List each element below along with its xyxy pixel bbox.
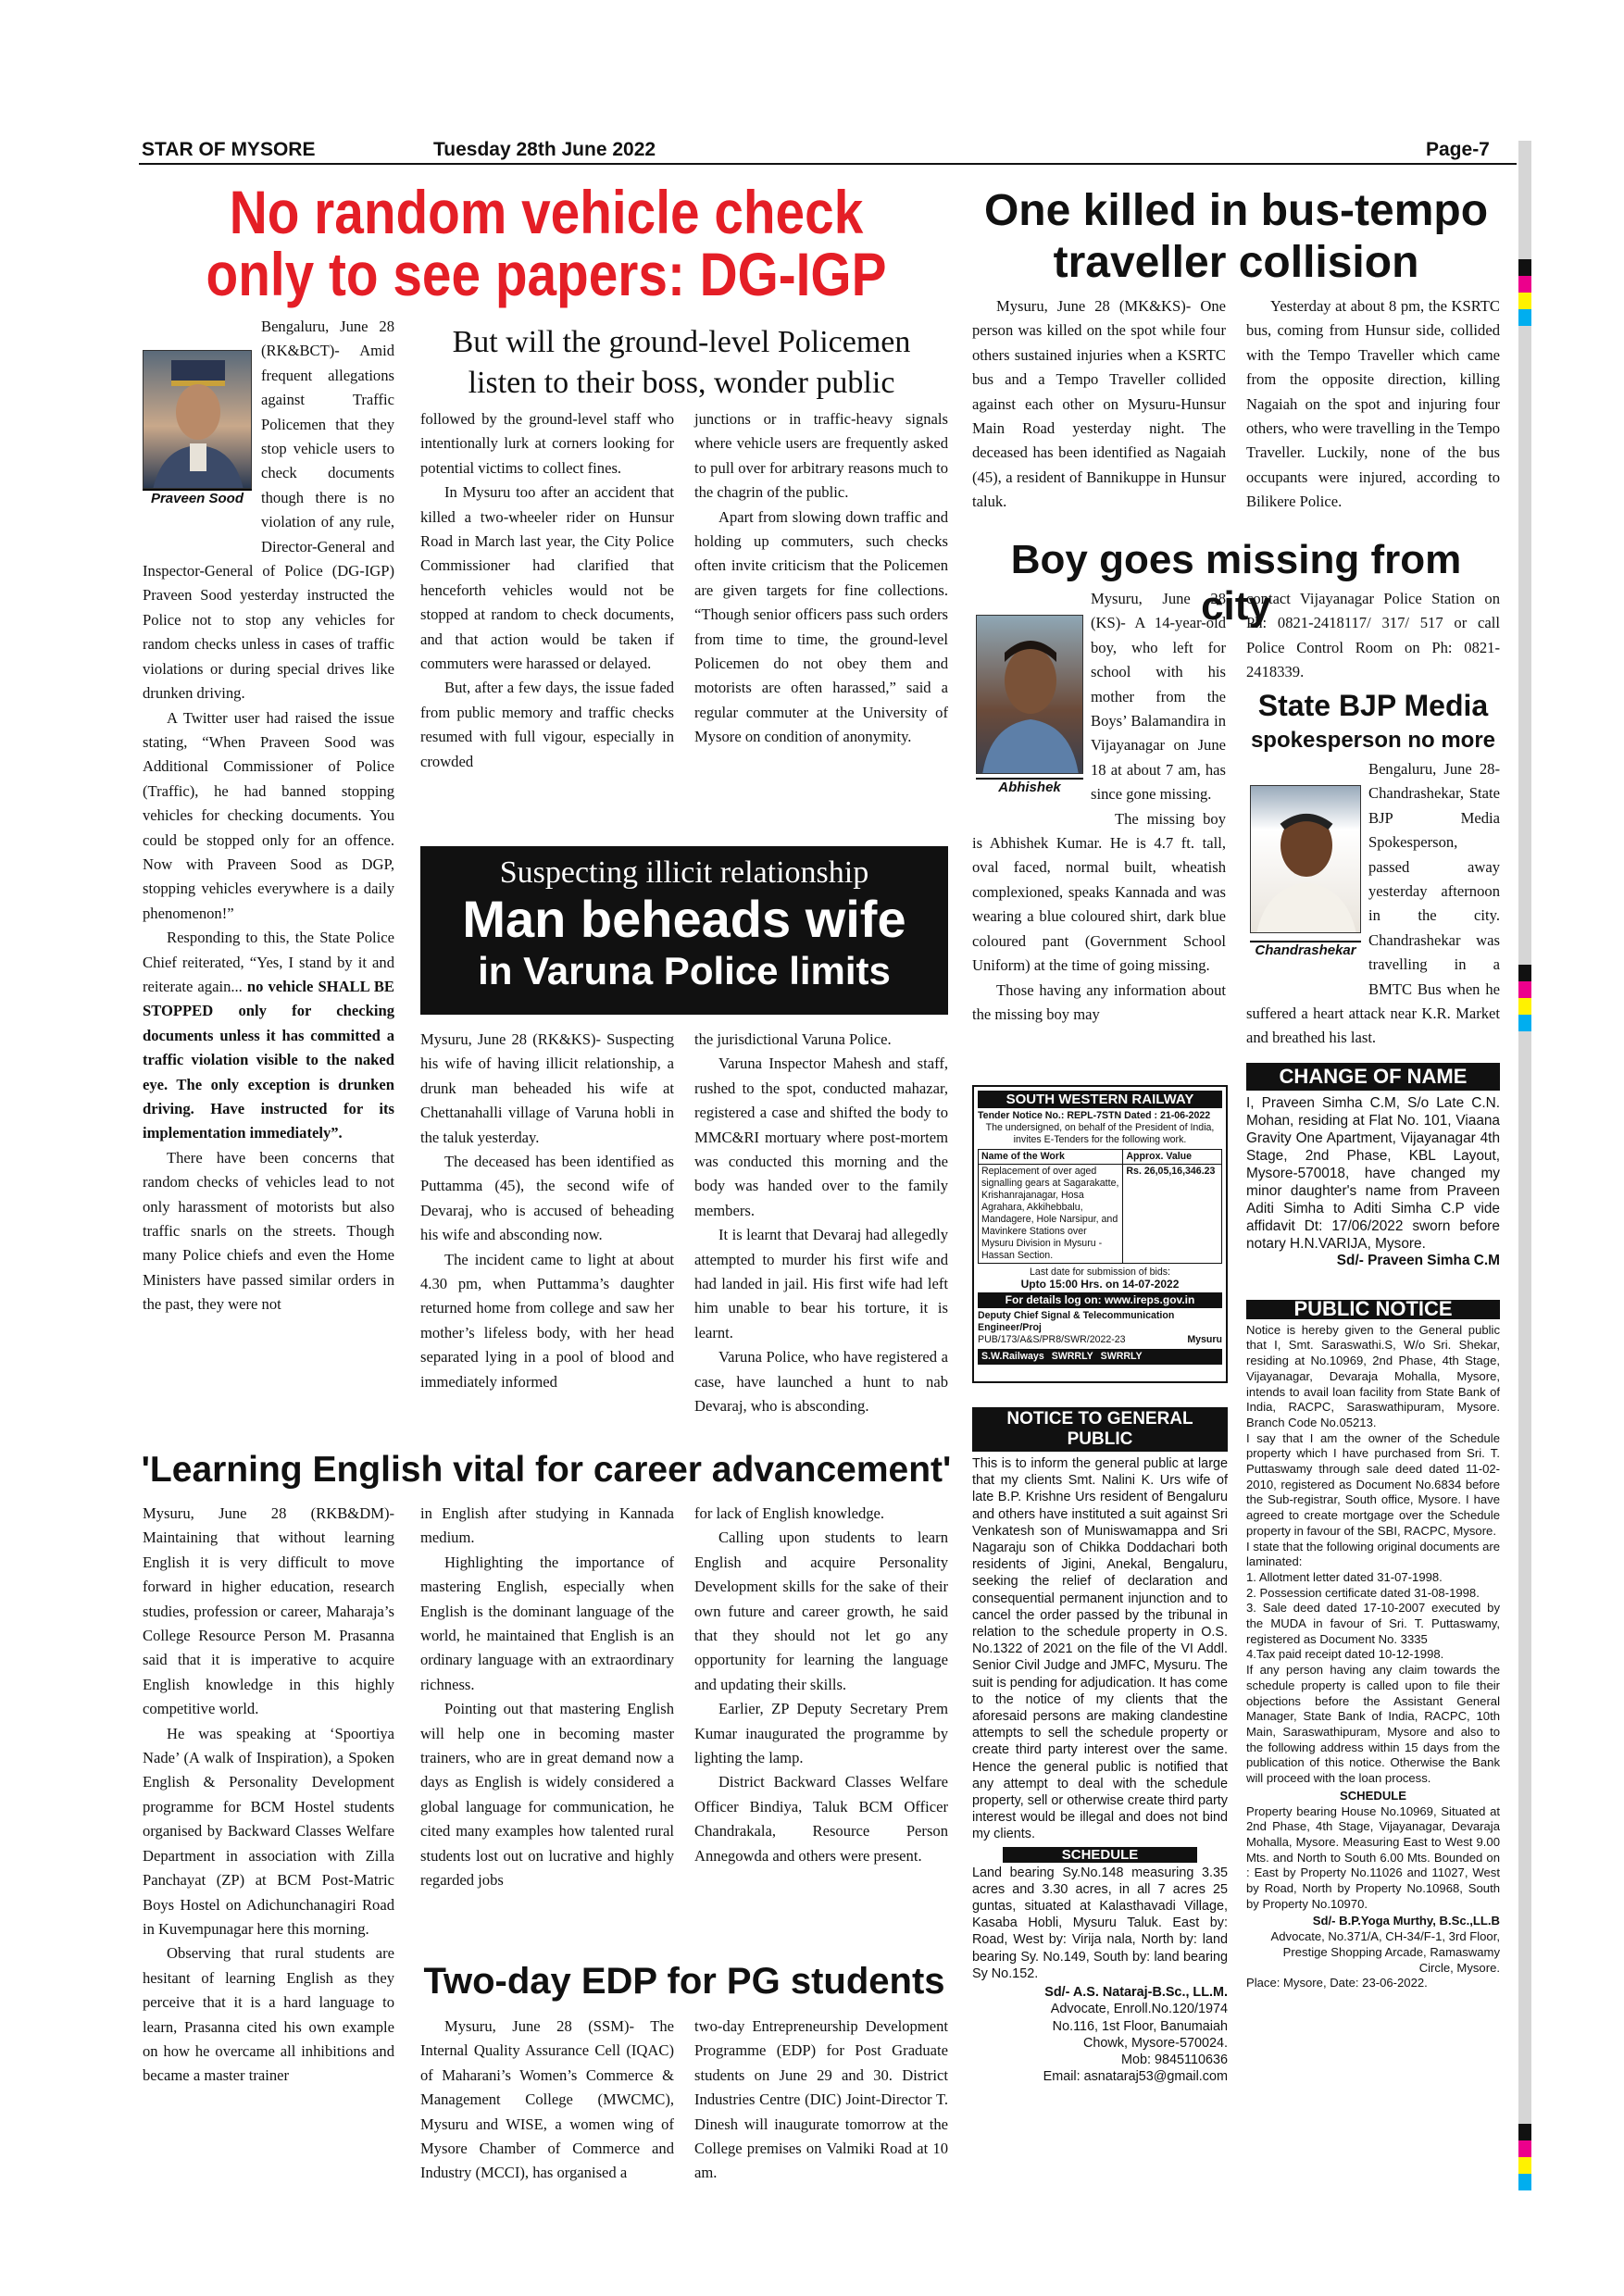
beheads-column-2 bbox=[694, 1028, 948, 1419]
public-schedule-title: SCHEDULE bbox=[1339, 1788, 1407, 1803]
public-p3: I state that the following original documents are laminated: bbox=[1246, 1539, 1500, 1569]
beheads-headline-box bbox=[420, 846, 948, 1015]
grey-bar-2 bbox=[1518, 326, 1531, 965]
lead-para-2: A Twitter user had raised the issue stating, “When Praveen Sood was Additional Commissioner of Police (Traffic), he had banned stopping vehicles for checking documents. You could be stopped only for an offence. Now with Praveen Sood as DGP, stopping vehicles everywhere is a daily phenomenon!” bbox=[143, 708, 394, 922]
cyan-swatch-3 bbox=[1518, 2174, 1531, 2190]
public-signature: Sd/- B.P.Yoga Murthy, B.Sc.,LL.B bbox=[1312, 1914, 1500, 1928]
english-c2-para-2: Highlighting the importance of mastering English, especially when English is the dominant language of the world, he maintained that English is an ordinary language with an extraordinary richness. bbox=[420, 1553, 674, 1693]
beheads-kicker: Suspecting illicit relationship bbox=[499, 855, 869, 890]
notice-email: Email: asnataraj53@gmail.com bbox=[1043, 2069, 1228, 2085]
public-item-2: 2. Possession certificate dated 31-08-1998. bbox=[1246, 1585, 1480, 1600]
english-column-3 bbox=[694, 1502, 948, 1868]
public-place-date: Place: Mysore, Date: 23-06-2022. bbox=[1246, 1976, 1428, 1990]
beheads-para-1: Mysuru, June 28 (RK&KS)- Suspecting his wife of having illicit relationship, a drunk man beheaded his wife at Chettanahalli village of Varuna hobli in the taluk yesterday. bbox=[420, 1030, 674, 1146]
grey-bar bbox=[1518, 141, 1531, 259]
edp-para-1: Mysuru, June 28 (SSM)- The Internal Quality Assurance Cell (IQAC) of Maharani’s Women’s Commerce & Management College (MWCMC), Mysuru and WISE, a women wing of Mysore Chamber of Commerce and Industry (MCCI), has organised a bbox=[420, 2017, 674, 2182]
beheads-c2-para-1: the jurisdictional Varuna Police. bbox=[694, 1030, 892, 1048]
edp-para-2: two-day Entrepreneurship Development Programme (EDP) for Post Graduate students on June 29 and 30. District Industries Centre (DIC) Joint-Director T. Dinesh will inaugurate tomorrow at the College premises on Valmiki Road at 10 am. bbox=[694, 2017, 948, 2182]
missing-headline: Boy goes missing from city bbox=[1010, 537, 1462, 629]
english-c3-para-3: Earlier, ZP Deputy Secretary Prem Kumar inaugurated the programme by lighting the lamp. bbox=[694, 1700, 948, 1767]
notice-text: This is to inform the general public at large that my clients Smt. Nalini K. Urs wife of late B.P. Krishne Urs resident of Bengaluru and others have instituted a suit against Sri Venkatesh son of Muniswamappa and Sri Nagaraju son of Chikka Doddachari both residents of Jigini, Anekal, Bengaluru, seeking the relief of declaration and consequential permanent injunction and to cancel the order passed by the tribunal in relation to the schedule property in O.S. No.1322 of 2021 on the file of the VI Addl. Senior Civil Judge and JMFC, Mysuru. The suit is pending for adjudication. It has come to the notice of my clients that the aforesaid persons are making clandestine attempts to sell the schedule property or create third party interest over the same. Hence the general public is notified that any attempt to deal with the schedule property, sell or otherwise create third party interest would be illegal and does not bind my clients. bbox=[972, 1456, 1228, 1842]
beheads-c2-para-3: It is learnt that Devaraj had allegedly attempted to murder his first wife and had landed in jail. His first wife had left him unable to bear his torture, it is learnt. bbox=[694, 1226, 948, 1341]
beheads-c2-para-2: Varuna Inspector Mahesh and staff, rushed to the spot, conducted mahazar, registered a case and shifted the body to MMC&RI mortuary where post-mortem was conducted this morning and the body was handed over to the family members. bbox=[694, 1054, 948, 1219]
magenta-swatch bbox=[1518, 276, 1531, 293]
lead-c3-para-1: junctions or in traffic-heavy signals where vehicle users are frequently asked to pull over for arbitrary reasons much to the chagrin of the public. bbox=[694, 410, 948, 502]
notice-addr-1: Advocate, Enroll.No.120/1974 bbox=[1050, 2002, 1228, 2017]
abhishek-caption: Abhishek bbox=[976, 778, 1083, 798]
english-c3-para-1: for lack of English knowledge. bbox=[694, 1504, 885, 1522]
grey-bar-3 bbox=[1518, 1031, 1531, 2124]
railway-social bbox=[978, 1349, 1222, 1365]
edp-headline: Two-day EDP for PG students bbox=[423, 1961, 945, 2002]
missing-para-2: The missing boy is Abhishek Kumar. He is 4.7 ft. tall, oval faced, normal built, wheatish complexioned, speaks Kannada and was wearing a blue coloured shirt, dark blue coloured pant (Government School Uniform) at the time of going missing. bbox=[972, 809, 1226, 975]
notice-to-public bbox=[972, 1407, 1228, 2085]
collision-para-2: Yesterday at about 8 pm, the KSRTC bus, coming from Hunsur side, collided with the Tempo Traveller which came from the opposite direction, killing Nagaiah on the spot and injuring four others, who were travelling in the Tempo Traveller. Luckily, none of the bus occupants were injured, according to Bilikere Police. bbox=[1246, 297, 1500, 511]
beheads-c2-para-4: Varuna Police, who have registered a case, have launched a hunt to nab Devaraj, who is absconding. bbox=[694, 1348, 948, 1416]
tender-last-date: Upto 15:00 Hrs. on 14-07-2022 bbox=[1020, 1278, 1180, 1291]
lead-headline: No random vehicle check only to see papers: DG-IGP bbox=[206, 178, 887, 309]
notice-addr-2: No.116, 1st Floor, Banumaiah bbox=[1052, 2018, 1228, 2034]
lead-para-3: Responding to this, the State Police Chief reiterated, “Yes, I stand by it and reiterate again... bbox=[143, 929, 394, 995]
cyan-swatch bbox=[1518, 309, 1531, 326]
lead-quote-bold: no vehicle SHALL BE STOPPED only for checking documents unless it has committed a traffic violation visible to the naked eye. The only exception is drunken driving. Have instructed for its implementation immediately”. bbox=[143, 977, 394, 1142]
black-swatch bbox=[1518, 259, 1531, 276]
yellow-swatch-3 bbox=[1518, 2157, 1531, 2174]
bjp-text: Bengaluru, June 28- Chandrashekar, State BJP Media Spokesperson, passed away yesterday afternoon in the city. Chandrashekar was travelling in a BMTC Bus when he suffered a heart attack near K.R. Market and breathed his last. bbox=[1246, 760, 1500, 1047]
issue-date: Tuesday 28th June 2022 bbox=[433, 139, 656, 160]
tender-intro: The undersigned, on behalf of the President of India, invites E-Tenders for the following work. bbox=[985, 1122, 1215, 1145]
magenta-swatch-3 bbox=[1518, 2140, 1531, 2157]
tender-place: Mysuru bbox=[1187, 1334, 1222, 1345]
collision-headline: One killed in bus-tempo traveller collision bbox=[983, 186, 1489, 287]
header-rule bbox=[139, 163, 1517, 165]
cyan-swatch-2 bbox=[1518, 1015, 1531, 1031]
public-item-3: 3. Sale deed dated 17-10-2007 executed by the MUDA in favour of Sri. T. Puttaswamy, registered as Document No. 3335 bbox=[1246, 1601, 1500, 1646]
public-item-4: 4.Tax paid receipt dated 10-12-1998. bbox=[1246, 1647, 1444, 1662]
tender-website: For details log on: www.ireps.gov.in bbox=[978, 1292, 1222, 1308]
change-signature: Sd/- Praveen Simha C.M bbox=[1336, 1253, 1500, 1268]
railway-title: SOUTH WESTERN RAILWAY bbox=[978, 1091, 1222, 1108]
missing-contact: contact Vijayanagar Police Station on Ph: 0821-2418117/ 317/ 517 or call Police Control Room on Ph: 0821-2418339. bbox=[1246, 590, 1500, 681]
lead-c2-para-2: In Mysuru too after an accident that killed a two-wheeler rider on Hunsur Road in March last year, the City Police Commissioner had clarified that henceforth vehicles would not be stopped at random to check documents, and that action would be taken if commuters were harassed or delayed. bbox=[420, 483, 674, 673]
instagram-handle: SWRRLY bbox=[1051, 1351, 1093, 1362]
tender-ref: PUB/173/A&S/PR8/SWR/2022-23 bbox=[978, 1334, 1126, 1345]
beheads-para-2: The deceased has been identified as Puttamma (45), the second wife of Devaraj, who is accused of beheading his wife and absconding now. bbox=[420, 1153, 674, 1244]
english-para-1: Mysuru, June 28 (RKB&DM)- Maintaining that without learning English it is very difficult to move forward in higher education, research studies, profession or career, Maharaja’s College Resource Person M. Prasanna said that it is imperative to acquire English knowledge in this highly competitive world. bbox=[143, 1504, 394, 1718]
missing-column-2 bbox=[1246, 587, 1500, 685]
lead-c3-para-2: Apart from slowing down traffic and holding up commuters, such checks often invite criticism that the Policemen are given targets for fine collections. “Though senior officers pass such orders from time to time, the ground-level Policemen do not obey them and motorists are often harassed,” said a regular commuter at the University of Mysore on condition of anonymity. bbox=[694, 507, 948, 746]
notice-signature: Sd/- A.S. Nataraj-B.Sc., LL.M. bbox=[1044, 1985, 1228, 2001]
yellow-swatch-2 bbox=[1518, 998, 1531, 1015]
tender-table-row: Replacement of over aged signalling gears at Sagarakatte, Krishanrajanagar, Hosa Agrahara, Akkihebbalu, Mandagere, Hole Narsipur, and Mavinkere Stations over Mysuru Division in Mysuru - Hassan Section. Rs. 26,05,16,346.23 bbox=[978, 1165, 1222, 1264]
black-swatch-3 bbox=[1518, 2124, 1531, 2140]
railway-tender-ad bbox=[972, 1085, 1228, 1383]
notice-title: NOTICE TO GENERAL PUBLIC bbox=[972, 1407, 1228, 1452]
english-c2-para-3: Pointing out that mastering English will help one in becoming master trainers, who are in great demand now a days as English is widely considered a global language for communication, he cited many examples how talented rural students lost out on lucrative and highly regarded jobs bbox=[420, 1700, 674, 1890]
beheads-column-1 bbox=[420, 1028, 674, 1394]
praveen-sood-caption: Praveen Sood bbox=[143, 489, 252, 509]
public-item-1: 1. Allotment letter dated 31-07-1998. bbox=[1246, 1569, 1443, 1584]
edp-column-1 bbox=[420, 2015, 674, 2186]
tender-last-date-label: Last date for submission of bids: bbox=[1030, 1267, 1170, 1278]
notice-addr-3: Chowk, Mysore-570024. bbox=[1083, 2035, 1228, 2051]
english-column-1 bbox=[143, 1502, 394, 2089]
lead-column-3 bbox=[694, 407, 948, 750]
english-c3-para-2: Calling upon students to learn English and acquire Personality Development skills for the sake of their own future and career growth, he said that they should not let go any opportunity for learning the language and updating their skills. bbox=[694, 1529, 948, 1693]
notice-mobile: Mob: 9845110636 bbox=[1121, 2052, 1228, 2067]
bjp-column bbox=[1246, 757, 1500, 1051]
black-swatch-2 bbox=[1518, 965, 1531, 981]
bjp-headline: State BJP Media bbox=[1257, 689, 1489, 722]
lead-para-4: There have been concerns that random checks of vehicles lead to not only harassment of motorists but also traffic snarls on the streets. Though many Police chiefs and even the Home Ministers have passed similar orders in the past, they were not bbox=[143, 1148, 394, 1314]
missing-para-1: Mysuru, June 28 (KS)- A 14-year-old boy, who left for school with his mother from the Boys’ Balamandira in Vijayanagar on June 18 at about 7 am, has since gone missing. bbox=[1091, 590, 1226, 804]
collision-column-2 bbox=[1246, 294, 1500, 515]
edp-column-2 bbox=[694, 2015, 948, 2186]
public-title: PUBLIC NOTICE bbox=[1246, 1300, 1500, 1319]
lead-column-2 bbox=[420, 407, 674, 774]
english-para-3: Observing that rural students are hesitant of learning English as they perceive that it is a hard language to learn, Prasanna cited his own example on how he overcame all inhibitions and became a master trainer bbox=[143, 1944, 394, 2085]
tender-table-head: Name of the Work Approx. Value bbox=[978, 1149, 1222, 1165]
bjp-subhead: spokesperson no more bbox=[1250, 728, 1496, 753]
collision-para-1: Mysuru, June 28 (MK&KS)- One person was killed on the spot while four others sustained injuries when a KSRTC bus and a Tempo Traveller collided against each other on Mysuru-Hunsur Main Road yesterday night. The deceased has been identified as Nagaiah (45), a resident of Bannikuppe in Hunsur taluk. bbox=[972, 297, 1226, 511]
missing-column-1 bbox=[972, 587, 1226, 1027]
english-para-2: He was speaking at ‘Spoortiya Nade’ (A walk of Inspiration), a Spoken English & Personality Development programme for BCM Hostel students organised by Backward Classes Welfare Department in association with Zilla Panchayat (ZP) at BCM Post-Matric Boys Hostel on Adichunchanagiri Road in Kuvempunagar here this morning. bbox=[143, 1724, 394, 1938]
facebook-handle: S.W.Railways bbox=[981, 1351, 1044, 1362]
lead-c2-para-1: followed by the ground-level staff who intentionally lurk at corners looking for potential victims to collect fines. bbox=[420, 410, 674, 477]
lead-subhead: But will the ground-level Policemen listen to their boss, wonder public bbox=[452, 325, 911, 400]
page-number: Page-7 bbox=[1426, 139, 1490, 160]
chandrashekar-caption: Chandrashekar bbox=[1250, 941, 1361, 961]
beheads-headline: Man beheads wife bbox=[462, 890, 906, 948]
english-column-2 bbox=[420, 1502, 674, 1893]
public-schedule-text: Property bearing House No.10969, Situated at 2nd Phase, 4th Stage, Vijayanagar, Devaraja Mohalla, Mysore. Measuring East to West 9.00 Mts. and North to South 6.00 Mts. Bounded on : East by Property No.11026 and 11027, West by Road, North by Property No.10968, South by Property No.10970. bbox=[1246, 1803, 1500, 1911]
magenta-swatch-2 bbox=[1518, 981, 1531, 998]
change-of-name bbox=[1246, 1063, 1500, 1269]
public-p2: I say that I am the owner of the Schedule property which I have purchased from Sri. T. Puttaswamy through sale deed dated 11-02-2010, registered as Document No.6834 before the Sub-registrar, South office, Mysore. I have agreed to create mortgage over the Schedule property in favour of the SBI, RACPC, Mysore. bbox=[1246, 1430, 1500, 1538]
lead-para-1: Bengaluru, June 28 (RK&BCT)- Amid frequent allegations against Traffic Policemen that they stop vehicle users to check documents though there is no violation of any rule, Director-General and Inspector-General of Police (DG-IGP) Praveen Sood yesterday instructed the Police not to stop any vehicles for random checks unless in cases of traffic violations or during special drives like drunken driving. bbox=[143, 318, 394, 703]
paper-name: STAR OF MYSORE bbox=[142, 139, 316, 160]
lead-column-1 bbox=[143, 315, 394, 1317]
twitter-handle: SWRRLY bbox=[1100, 1351, 1143, 1362]
english-headline: 'Learning English vital for career advancement' bbox=[141, 1450, 952, 1490]
notice-schedule-text: Land bearing Sy.No.148 measuring 3.35 acres and 3.30 acres, in all 7 acres 25 guntas, situated at Kalasthavadi Village, Kasaba Hobli, Mysuru Taluk. East by: Road, West by: Virija nala, North by: land bearing Sy. No.149, South by: land bearing Sy No.152. bbox=[972, 1865, 1228, 1981]
missing-para-3: Those having any information about the missing boy may bbox=[972, 980, 1226, 1023]
tender-officer: Deputy Chief Signal & Telecommunication Engineer/Proj bbox=[978, 1310, 1175, 1333]
english-c2-para-1: in English after studying in Kannada medium. bbox=[420, 1504, 674, 1547]
english-c3-para-4: District Backward Classes Welfare Officer Bindiya, Taluk BCM Officer Chandrakala, Resource Person Annegowda and others were present. bbox=[694, 1773, 948, 1865]
change-title: CHANGE OF NAME bbox=[1246, 1063, 1500, 1091]
yellow-swatch bbox=[1518, 293, 1531, 309]
public-p4: If any person having any claim towards the schedule property is called upon to file their objections before the Assistant General Manager, State Bank of India, RACPC, 10th Main, Saraswathipuram, Mysore and also to the following address within 15 days from the publication of this notice. Otherwise the Bank will proceed with the loan process. bbox=[1246, 1663, 1500, 1786]
public-p1: Notice is hereby given to the General public that I, Smt. Saraswathi.S, W/o Sri. Shekar, residing at No.10969, 2nd Phase, 4th Stage, Vijayanagar, Devaraja Mohalla, Mysore, intends to avail loan facility from State Bank of India, RACPC, Saraswathipuram, Mysore. Branch Code No.05213. bbox=[1246, 1322, 1500, 1429]
change-text: I, Praveen Simha C.M, S/o Late C.N. Mohan, residing at Flat No. 101, Viaana Gravity One Apartment, Vijayanagar 4th Stage, 2nd Phase, KBL Layout, Mysore-570018, have changed my minor daughter's name from Praveen Aditi Simha to Aditi Simha C.P vide affidavit Dt: 17/06/2022 sworn before notary H.N.VARIJA, Mysore. bbox=[1246, 1095, 1500, 1252]
notice-schedule-title: SCHEDULE bbox=[1003, 1847, 1197, 1863]
tender-number: Tender Notice No.: REPL-7STN Dated : 21-06-2022 bbox=[978, 1110, 1211, 1121]
public-notice bbox=[1246, 1297, 1500, 1991]
lead-c2-para-3: But, after a few days, the issue faded from public memory and traffic checks resumed with full vigour, especially in crowded bbox=[420, 679, 674, 770]
beheads-para-3: The incident came to light at about 4.30 pm, when Puttamma’s daughter returned home from college and saw her mother’s lifeless body, with her head separated lying in a pool of blood and immediately informed bbox=[420, 1250, 674, 1391]
public-address: Advocate, No.371/A, CH-34/F-1, 3rd Floor, Prestige Shopping Arcade, Ramaswamy Circle, Mysore. bbox=[1270, 1929, 1500, 1975]
beheads-headline-2: in Varuna Police limits bbox=[478, 949, 891, 992]
collision-column-1 bbox=[972, 294, 1226, 515]
